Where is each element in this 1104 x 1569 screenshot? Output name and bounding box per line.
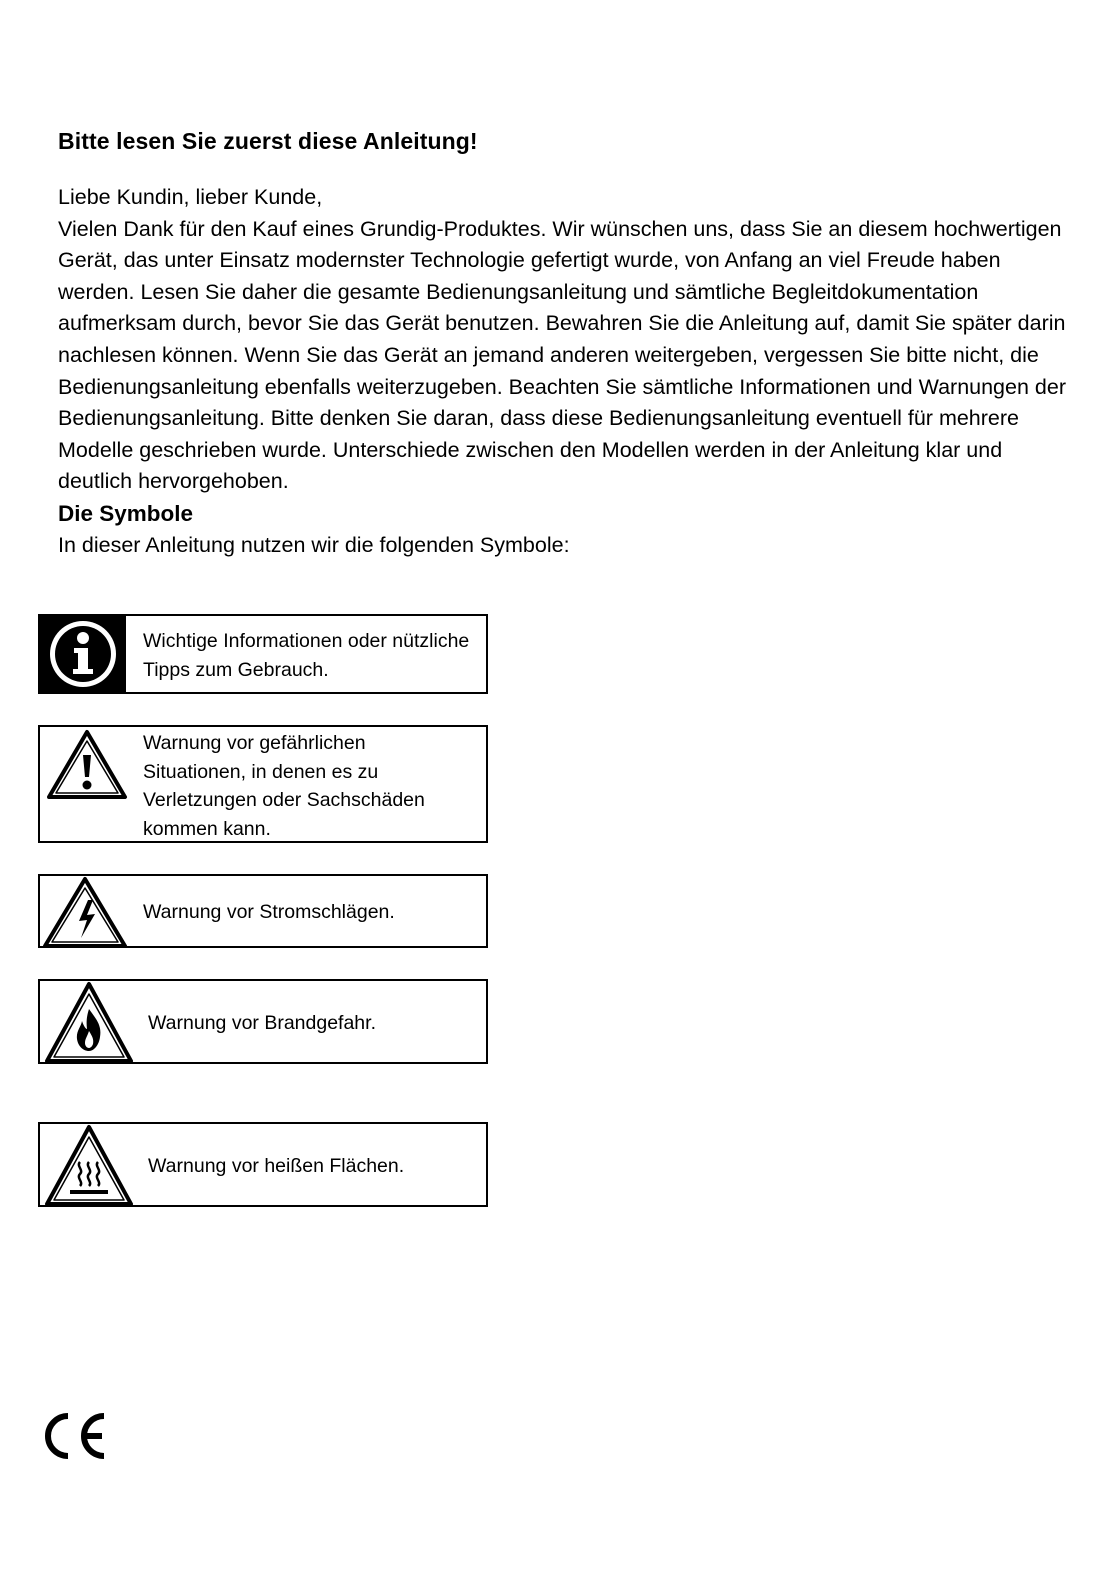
- intro-section: [58, 182, 1068, 561]
- symbol-text-warning: Warnung vor gefährlichen Situationen, in denen es zu Verletzungen oder Sachschäden kommen kann.: [143, 732, 425, 840]
- symbol-box-electric-shock: [38, 874, 488, 948]
- symbol-text-fire: Warnung vor Brandgefahr.: [148, 1012, 376, 1034]
- intro-body-text: Vielen Dank für den Kauf eines Grundig-Produktes. Wir wünschen uns, dass Sie an diesem hochwertigen Gerät, das unter Einsatz modernster Technologie gefertigt wurde, von Anfang an viel Freude haben werden. Lesen Sie daher die gesamte Bedienungsanleitung und sämtliche Begleitdokumentation aufmerksam durch, bevor Sie das Gerät benutzen. Bewahren Sie die Anleitung auf, damit Sie später darin nachlesen können. Wenn Sie das Gerät an jemand anderen weitergeben, vergessen Sie bitte nicht, die Bedienungsanleitung ebenfalls weiterzugeben. Beachten Sie sämtliche Informationen und Warnungen der Bedienungsanleitung. Bitte denken Sie daran, dass diese Bedienungsanleitung eventuell für mehrere Modelle geschrieben wurde. Unterschiede zwischen den Modellen werden in der Anleitung klar und deutlich hervorgehoben.: [58, 216, 1066, 494]
- symbol-box-hot-surface: [38, 1122, 488, 1207]
- symbol-text-info: Wichtige Informationen oder nützliche Tipps zum Gebrauch.: [143, 630, 470, 681]
- symbol-text-electric-shock: Warnung vor Stromschlägen.: [143, 901, 395, 923]
- warning-exclamation-icon: [40, 727, 130, 807]
- symbol-box-fire: [38, 979, 488, 1064]
- electric-shock-warning-icon: [40, 876, 130, 948]
- ce-mark-icon: [40, 1410, 110, 1462]
- symbol-box-warning: [38, 725, 488, 843]
- hot-surface-warning-icon: [40, 1124, 136, 1206]
- greeting-text: Liebe Kundin, lieber Kunde,: [58, 185, 323, 209]
- symbols-intro-text: In dieser Anleitung nutzen wir die folgenden Symbole:: [58, 532, 570, 557]
- fire-warning-icon: [40, 981, 136, 1063]
- info-icon: [40, 616, 126, 692]
- symbols-heading: Die Symbole: [58, 500, 194, 526]
- symbol-text-hot-surface: Warnung vor heißen Flächen.: [148, 1155, 405, 1177]
- page-title: Bitte lesen Sie zuerst diese Anleitung!: [58, 128, 478, 154]
- symbol-box-info: [38, 614, 488, 694]
